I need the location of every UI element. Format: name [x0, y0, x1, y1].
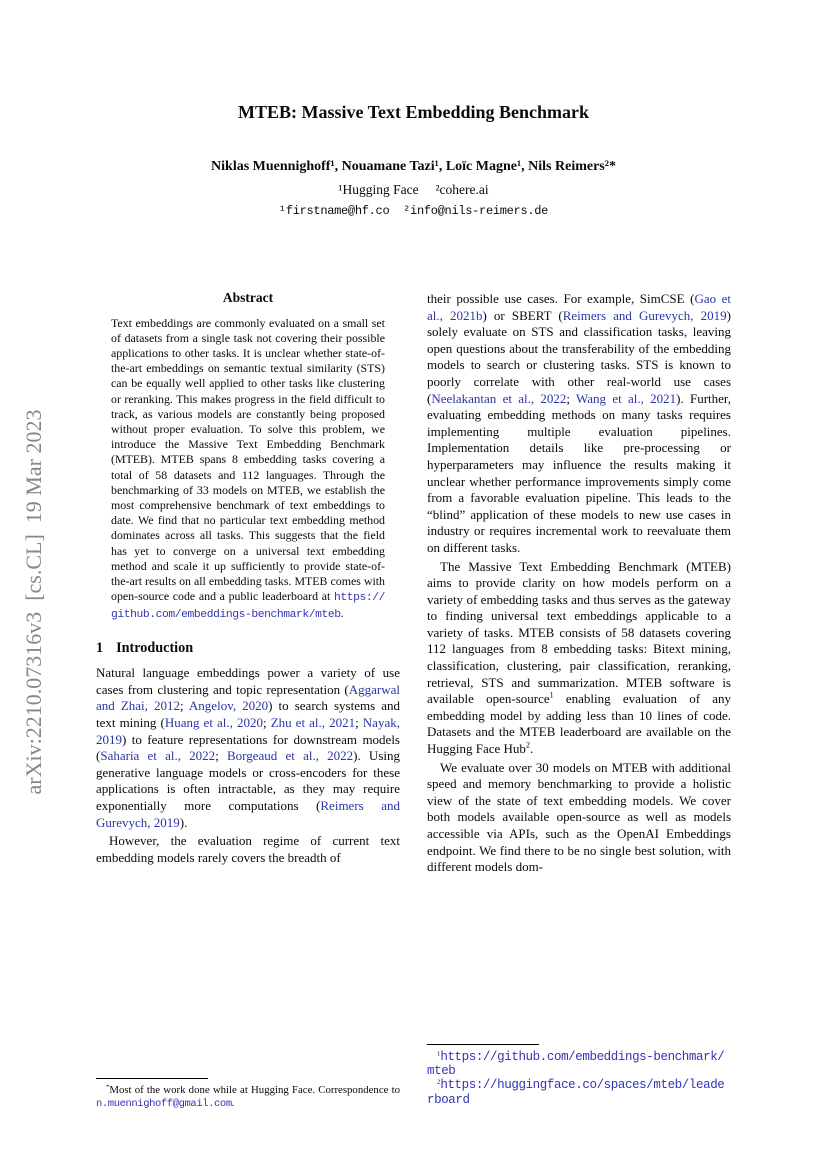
citation-link[interactable]: Reimers and Gurevych, 2019 — [562, 307, 727, 323]
text-segment: Natural language embeddings power a variety of use cases from clustering and topic representation ( — [96, 665, 400, 697]
superscript-marker: * — [106, 1083, 110, 1091]
text-segment: The Massive Text Embedding Benchmark (MTEB) aims to provide clarity on how models perform on a variety of embedding tasks and thus serves as the gateway to finding universal text embeddings applicable to a variety of tasks. MTEB consists of 58 datasets covering 112 languages from 8 embedding tasks: Bitext mining, classification, clustering, pair classification, reranking, retrieval, STS and summarization. MTEB software is available open-source — [427, 558, 731, 707]
text-segment: their possible use cases. For example, SimCSE ( — [427, 291, 695, 306]
text-segment: Most of the work done while at Hugging Face. Correspondence to — [109, 1084, 400, 1096]
right-paragraph-1 — [427, 291, 731, 557]
citation-link[interactable]: Saharia et al., 2022 — [100, 748, 216, 764]
citation-link[interactable]: Reimers and Gurevych, 2019 — [96, 798, 400, 830]
text-segment: Text embeddings are commonly evaluated on a small set of datasets from a single task not covering their possible applications to other tasks. It is unclear whether state-of-the-art embeddings on semantic textual similarity (STS) can be equally well applied to other tasks like clustering or reranking. This makes progress in the field difficult to track, as various models are constantly being proposed without proper evaluation. To solve this problem, we introduce the Massive Text Embedding Benchmark (MTEB). MTEB spans 8 embedding tasks covering a total of 58 datasets and 112 languages. Through the benchmarking of 33 models on MTEB, we establish the most comprehensive benchmark of text embeddings to date. We find that no particular text embedding method dominates across all tasks. This suggests that the field has yet to converge on a universal text embedding method and scale it up sufficiently to provide state-of-the-art results on all embedding tasks. MTEB comes with open-source code and a public leaderboard at — [111, 315, 385, 604]
left-column — [96, 290, 400, 1076]
footnote-rule — [96, 1078, 208, 1079]
superscript-marker: 2 — [525, 740, 530, 750]
text-segment: However, the evaluation regime of current text embedding models rarely covers the breadth of — [96, 833, 400, 865]
paper-header — [96, 102, 731, 218]
authors-line: Niklas Muennighoff¹, Nouamane Tazi¹, Loïc Magne¹, Nils Reimers²* — [211, 159, 616, 174]
intro-paragraph-1 — [96, 665, 400, 831]
left-footnote — [96, 1078, 400, 1111]
text-segment: ) solely evaluate on STS and classification tasks, leaving open questions about the transferability of the embedding models to search or clustering tasks. STS is known to poorly correlate with other real-world use cases ( — [427, 307, 731, 406]
text-segment: . — [231, 1096, 235, 1109]
url-link[interactable]: https://github.com/embeddings-benchmark/mteb — [111, 592, 385, 622]
section-number: 1 — [96, 639, 104, 656]
text-segment: ; — [262, 715, 271, 731]
text-segment: ) to search systems and text mining ( — [96, 698, 400, 731]
text-segment: ). — [179, 814, 188, 830]
emails-line: ¹firstname@hf.co ²info@nils-reimers.de — [278, 204, 549, 218]
right-paragraph-2 — [427, 559, 731, 758]
url-link[interactable]: https://huggingface.co/spaces/mteb/leaderboard — [427, 1078, 725, 1107]
section-title: Introduction — [116, 639, 194, 656]
text-segment: . — [340, 606, 344, 621]
citation-link[interactable]: Neelakantan et al., 2022 — [431, 390, 567, 406]
text-segment: We evaluate over 30 models on MTEB with additional speed and memory benchmarking to provide a holistic view of the state of text embedding models. We cover both models available open-source as well as models accessible via APIs, such as the OpenAI Embeddings endpoint. We find there to be no single best solution, with different models dom- — [427, 759, 731, 875]
citation-link[interactable]: Huang et al., 2020 — [164, 715, 263, 731]
text-segment: enabling evaluation of any embedding model by adding less than 10 lines of code. Datasets and the MTEB leaderboard are available on the Hugging Face Hub — [427, 691, 731, 757]
text-segment: . — [529, 741, 534, 757]
citation-link[interactable]: Angelov, 2020 — [188, 698, 269, 714]
correspondence-footnote — [96, 1084, 400, 1111]
superscript-marker: 1 — [437, 1050, 441, 1058]
superscript-marker: 1 — [549, 690, 554, 700]
footnote-rule — [427, 1044, 539, 1045]
paper-title: MTEB: Massive Text Embedding Benchmark — [237, 102, 590, 122]
superscript-marker: 2 — [437, 1078, 441, 1086]
url-link[interactable]: n.muennighoff@gmail.com — [96, 1097, 232, 1110]
intro-paragraph-2 — [96, 833, 400, 866]
text-segment: ; — [215, 748, 227, 764]
text-segment: ) to feature representations for downstream models ( — [96, 731, 400, 764]
citation-link[interactable]: Zhu et al., 2021 — [270, 715, 356, 731]
abstract-heading: Abstract — [222, 290, 274, 305]
right-footnotes — [427, 1044, 731, 1107]
url-link[interactable]: https://github.com/embeddings-benchmark/mteb — [427, 1050, 725, 1079]
citation-link[interactable]: Wang et al., 2021 — [576, 390, 677, 406]
text-segment: ; — [355, 715, 363, 731]
footnote-2 — [427, 1078, 731, 1106]
text-segment: ). Using generative language models or cross-encoders for these applications is often intractable, as they may require exponentially more computations ( — [96, 748, 400, 813]
arxiv-banner: arXiv:2210.07316v3 [cs.CL] 19 Mar 2023 — [21, 409, 46, 795]
text-segment: ; — [566, 390, 577, 406]
introduction-heading — [96, 640, 400, 657]
citation-link[interactable]: Aggarwal and Zhai, 2012 — [96, 681, 400, 714]
text-segment: ). Further, evaluating embedding methods on many tasks requires implementing multiple evaluation pipelines. Implementation details like pre-processing or hyperparameters may influence the results making it unclear whether performance improvements simply come from a favorable evaluation pipeline. This leads to the “blind” application of these models to new use cases in industry or requires incremental work to reevaluate them on different tasks. — [427, 390, 731, 555]
abstract-section — [96, 290, 400, 624]
citation-link[interactable]: Nayak, 2019 — [96, 715, 400, 747]
affiliations-line: ¹Hugging Face ²cohere.ai — [338, 182, 489, 197]
text-segment: ; — [179, 698, 189, 714]
footnote-1 — [427, 1050, 731, 1078]
right-column — [427, 291, 731, 1043]
right-paragraph-3 — [427, 760, 731, 876]
citation-link[interactable]: Borgeaud et al., 2022 — [227, 748, 354, 764]
text-segment: ) or SBERT ( — [482, 307, 563, 323]
citation-link[interactable]: Gao et al., 2021b — [427, 291, 731, 323]
abstract-body — [96, 316, 400, 624]
